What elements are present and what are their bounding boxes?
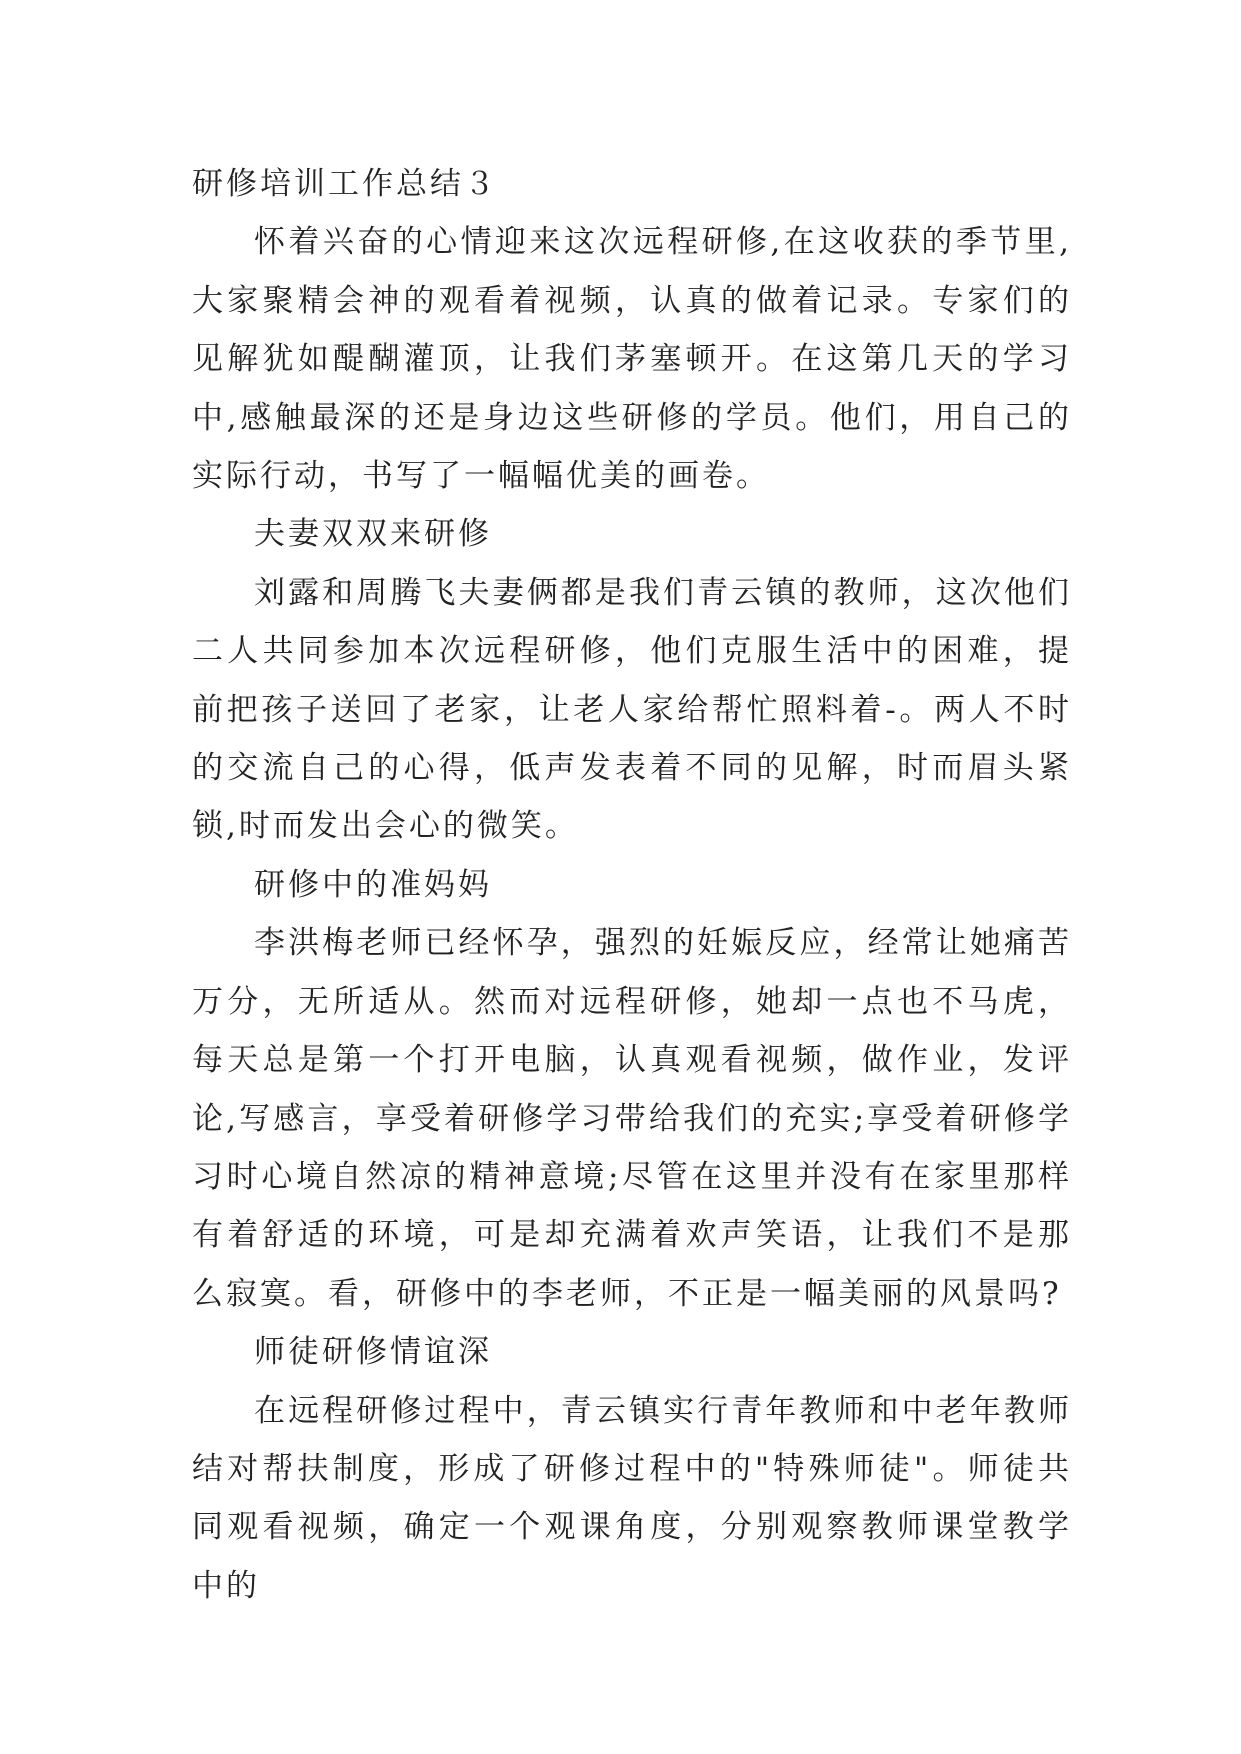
section-heading-mentorship: 师徒研修情谊深	[254, 1334, 492, 1371]
section-paragraph-couple: 刘露和周腾飞夫妻俩都是我们青云镇的教师，这次他们二人共同参加本次远程研修，他们克服生活中的困难，提前把孩子送回了老家，让老人家给帮忙照料着-。两人不时的交流自己的心得，低声发表着不同的见解，时而眉头紧锁,时而发出会心的微笑。	[192, 574, 1072, 845]
document-body	[192, 155, 1072, 1615]
intro-paragraph: 怀着兴奋的心情迎来这次远程研修,在这收获的季节里,大家聚精会神的观看着视频，认真的做着记录。专家们的见解犹如醍醐灌顶，让我们茅塞顿开。在这第几天的学习中,感触最深的还是身边这些研修的学员。他们，用自己的实际行动，书写了一幅幅优美的画卷。	[192, 224, 1072, 495]
section-paragraph-mentorship: 在远程研修过程中，青云镇实行青年教师和中老年教师结对帮扶制度，形成了研修过程中的"特殊师徒"。师徒共同观看视频，确定一个观课角度，分别观察教师课堂教学中的	[192, 1392, 1072, 1604]
section-heading-couple: 夫妻双双来研修	[254, 516, 492, 553]
section-heading-expectant-mother: 研修中的准妈妈	[254, 866, 492, 903]
section-paragraph-expectant-mother: 李洪梅老师已经怀孕，强烈的妊娠反应，经常让她痛苦万分，无所适从。然而对远程研修，她却一点也不马虎，每天总是第一个打开电脑，认真观看视频，做作业，发评论,写感言，享受着研修学习带给我们的充实;享受着研修学习时心境自然凉的精神意境;尽管在这里并没有在家里那样有着舒适的环境，可是却充满着欢声笑语，让我们不是那么寂寞。看，研修中的李老师，不正是一幅美丽的风景吗?	[192, 925, 1072, 1312]
document-title: 研修培训工作总结３	[192, 166, 498, 202]
